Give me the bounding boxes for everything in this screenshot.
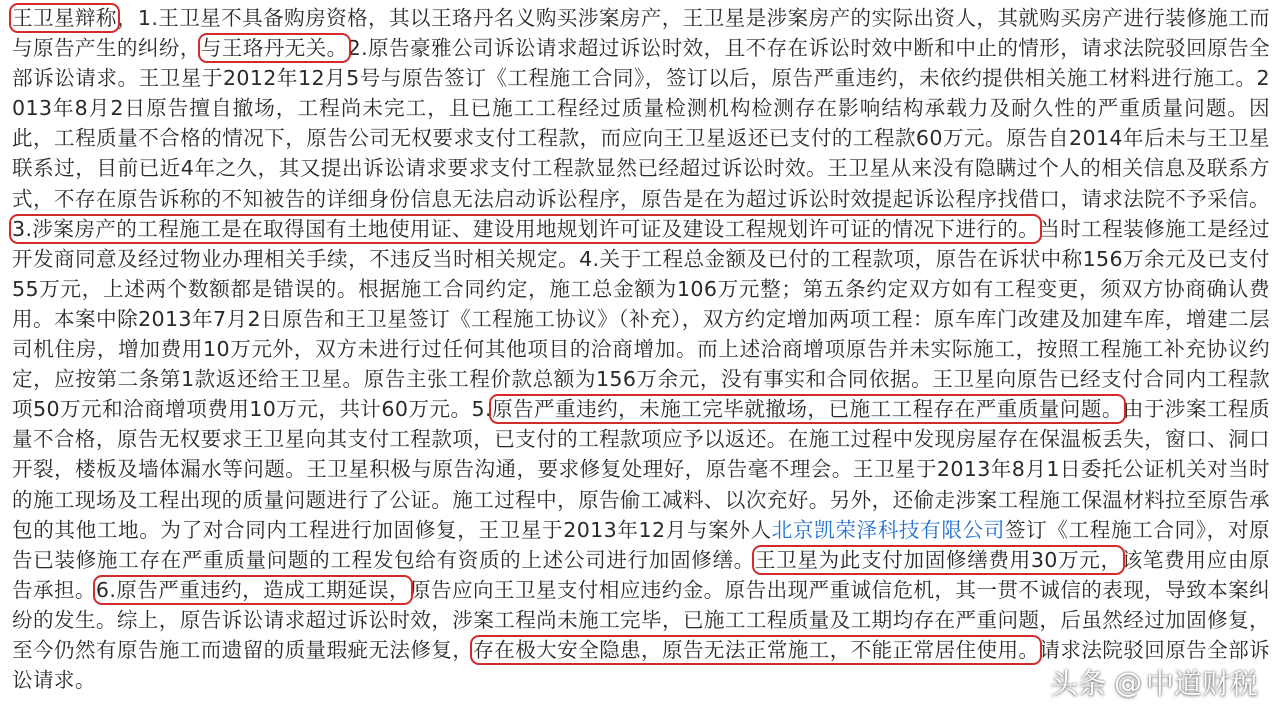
segment-repair-cost: 王卫星为此支付加固修缮费用30万元， (754, 547, 1122, 572)
watermark-platform: 头条 (1049, 667, 1106, 700)
segment-text: 由于涉案工程质量不合格，原告无权要求王卫星向其支付工程款项，已支付的工程款项应予以返还。在施工过程中发现房屋存在保温板丢失，窗口、洞口开裂，楼板及墙体漏水等问题。王卫星积极与原告沟通，要求修复处理好，原告毫不理会。王卫星于2013年8月1日委托公证机关对当时的施工现场及工程出现的质量问题进行了公证。施工过程中，原告偷工减料、以次充好。另外，还偷走涉案工程施工保温材料拉至原告承包的其他工地。为了对合同内工程进行加固修复，王卫星于2013年12月与案外人 (12, 397, 1270, 542)
segment-text: 当时工程装修施工是经过开发商同意及经过物业办理相关手续，不违反当时相关规定。4.关于工程总金额及已付的工程款项，原告在诉状中称156万余元及已支付55万元，上述两个数额都是错误的。根据施工合同约定，施工总金额为106万元整；第五条约定双方如有工程变更，须双方协商确认费用。本案中除2013年7月2日原告和王卫星签订《工程施工协议》（补充），双方约定增加两项工程：原车库门改建及加建车库，增建二层司机住房，增加费用10万元外，双方未进行过任何其他项目的洽商增加。而上述洽商增项原告并未实际施工，按照工程施工补充协议约定，应按第二条第1款返还给王卫星。原告主张工程价款总额为156万余元，没有事实和合同依据。王卫星向原告已经支付合同内工程款项50万元和洽商增项费用10万元，共计60万元。5. (12, 216, 1270, 422)
watermark-account: 中道财税 (1145, 667, 1258, 700)
segment-text: 原告应向王卫星支付相应违约金。原告出现严重诚信危机，其一贯不诚信的表现，导致本案纠纷的发生。综上，原告诉讼请求超过诉讼时效，涉案工程尚未施工完毕，已施工工程质量及工期均存在严重问题，后虽然经过加固修复，至今仍然有原告施工而遗留的质量瑕疵无法修复， (12, 577, 1270, 662)
segment-defense-title: 王卫星辩称 (12, 6, 117, 30)
segment-text: 该笔费用应由原告承担。 (12, 547, 1270, 602)
segment-text: 签订《工程施工合同》，对原告已装修施工存在严重质量问题的工程发包给有资质的上述公司进行加固修缮。 (12, 517, 1271, 572)
segment-delay: 6.原告严重违约，造成工期延误， (95, 577, 410, 602)
segment-breach-quality: 原告严重违约，未施工完毕就撤场，已施工工程存在严重质量问题。 (491, 397, 1123, 422)
watermark-at: @ (1113, 665, 1142, 699)
segment-text: ，1.王卫星不具备购房资格，其以王珞丹名义购买涉案房产，王卫星是涉案房产的实际出资人，其就购买房产进行装修施工而与原告产生的纠纷， (12, 6, 1270, 61)
segment-safety-hazard: 存在极大安全隐患，原告无法正常施工，不能正常居住使用。 (473, 637, 1040, 662)
segment-permits: 3.涉案房产的工程施工是在取得国有土地使用证、建设用地规划许可证及建设工程规划许可证的情况下进行的。 (12, 216, 1040, 241)
defense-statement-paragraph (12, 3, 1270, 695)
segment-text: 2.原告豪雅公司诉讼请求超过诉讼时效，且不存在诉讼时效中断和中止的情形，请求法院驳回原告全部诉讼请求。王卫星于2012年12月5号与原告签订《工程施工合同》，签订以后，原告严重违约，未依约提供相关施工材料进行施工。2013年8月2日原告擅自撤场，工程尚未完工，且已施工工程经过质量检测机构检测存在影响结构承载力及耐久性的严重质量问题。因此，工程质量不合格的情况下，原告公司无权要求支付工程款，而应向王卫星返还已支付的工程款60万元。原告自2014年后未与王卫星联系过，目前已近4年之久，其又提出诉讼请求要求支付工程款显然已经超过诉讼时效。王卫星从来没有隐瞒过个人的相关信息及联系方式，不存在原告诉称的不知被告的详细身份信息无法启动诉讼程序，原告是在为超过诉讼时效提起诉讼程序找借口，请求法院不予采信。 (12, 36, 1270, 211)
segment-not-related: 与王珞丹无关。 (200, 36, 348, 61)
company-link[interactable]: 北京凯荣泽科技有限公司 (771, 517, 1005, 542)
segment-text: 请求法院驳回原告全部诉讼请求。 (12, 637, 1271, 693)
